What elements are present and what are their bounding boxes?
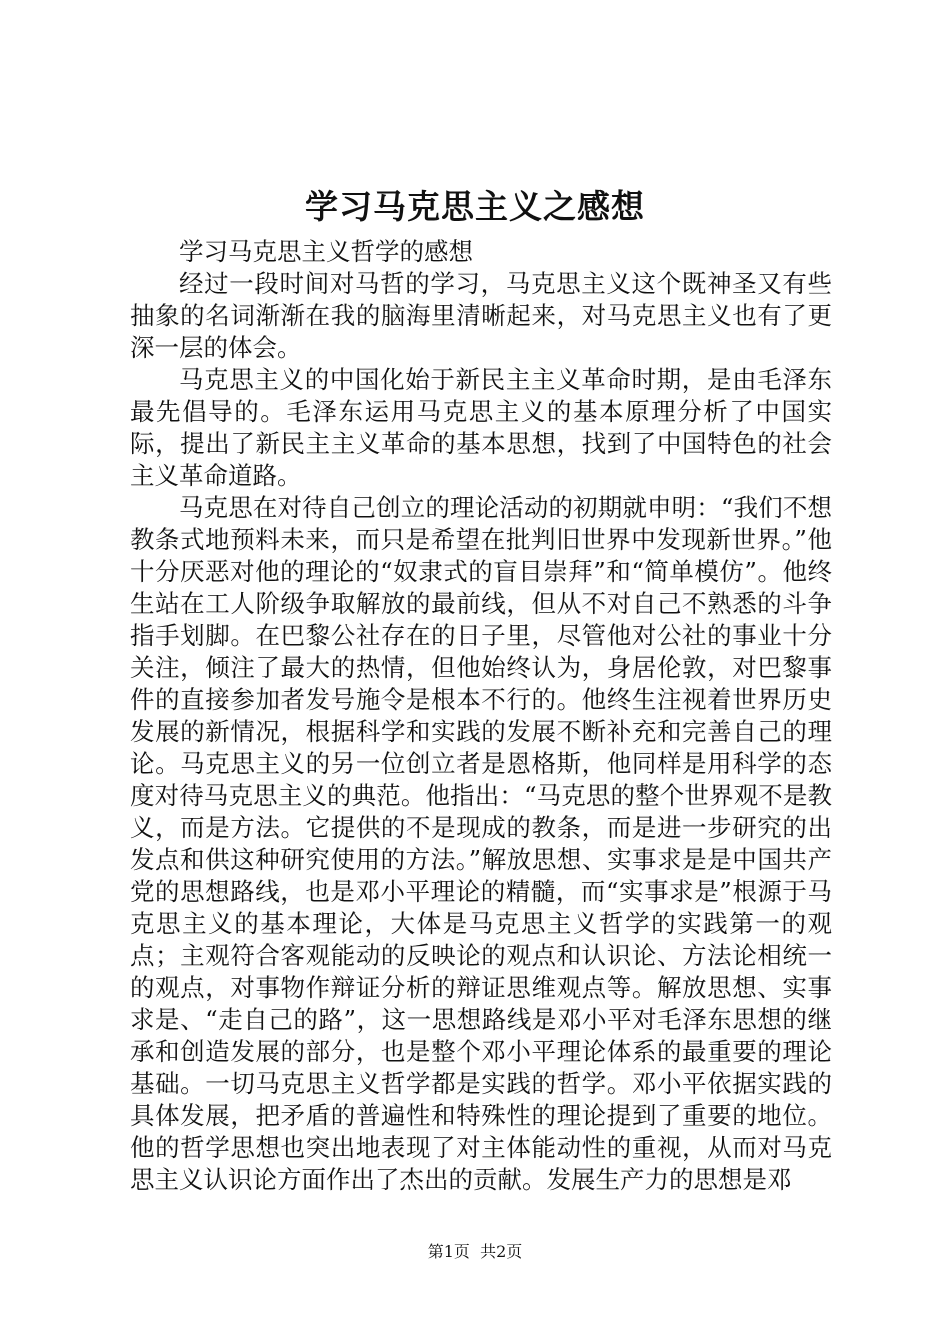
subtitle-paragraph: 学习马克思主义哲学的感想 bbox=[179, 237, 473, 266]
body-paragraph: 马克思主义的中国化始于新民主主义革命时期，是由毛泽东最先倡导的。毛泽东运用马克思主义的基本原理分析了中国实际，提出了新民主主义革命的基本思想，找到了中国特色的社会主义革命道路。 bbox=[130, 365, 832, 490]
page-footer bbox=[0, 1240, 950, 1264]
body-paragraph: 经过一段时间对马哲的学习，马克思主义这个既神圣又有些抽象的名词渐渐在我的脑海里清晰起来，对马克思主义也有了更深一层的体会。 bbox=[130, 269, 832, 362]
document-body bbox=[130, 236, 832, 1196]
document-title: 学习马克思主义之感想 bbox=[305, 187, 645, 226]
page-number: 第1页 共2页 bbox=[427, 1242, 523, 1261]
body-paragraph: 马克思在对待自己创立的理论活动的初期就申明：“我们不想教条式地预料未来，而只是希望在批判旧世界中发现新世界。”他十分厌恶对他的理论的“奴隶式的盲目崇拜”和“简单模仿”。他终生站在工人阶级争取解放的最前线，但从不对自己不熟悉的斗争指手划脚。在巴黎公社存在的日子里，尽管他对公社的事业十分关注，倾注了最大的热情，但他始终认为，身居伦敦，对巴黎事件的直接参加者发号施令是根本不行的。他终生注视着世界历史发展的新情况，根据科学和实践的发展不断补充和完善自己的理论。马克思主义的另一位创立者是恩格斯，他同样是用科学的态度对待马克思主义的典范。他指出：“马克思的整个世界观不是教义，而是方法。它提供的不是现成的教条，而是进一步研究的出发点和供这种研究使用的方法。”解放思想、实事求是是中国共产党的思想路线，也是邓小平理论的精髓，而“实事求是”根源于马克思主义的基本理论，大体是马克思主义哲学的实践第一的观点；主观符合客观能动的反映论的观点和认识论、方法论相统一的观点，对事物作辩证分析的辩证思维观点等。解放思想、实事求是、“走自己的路”，这一思想路线是邓小平对毛泽东思想的继承和创造发展的部分，也是整个邓小平理论体系的最重要的理论基础。一切马克思主义哲学都是实践的哲学。邓小平依据实践的具体发展，把矛盾的普遍性和特殊性的理论提到了重要的地位。他的哲学思想也突出地表现了对主体能动性的重视，从而对马克思主义认识论方面作出了杰出的贡献。发展生产力的思想是邓 bbox=[130, 493, 832, 1194]
